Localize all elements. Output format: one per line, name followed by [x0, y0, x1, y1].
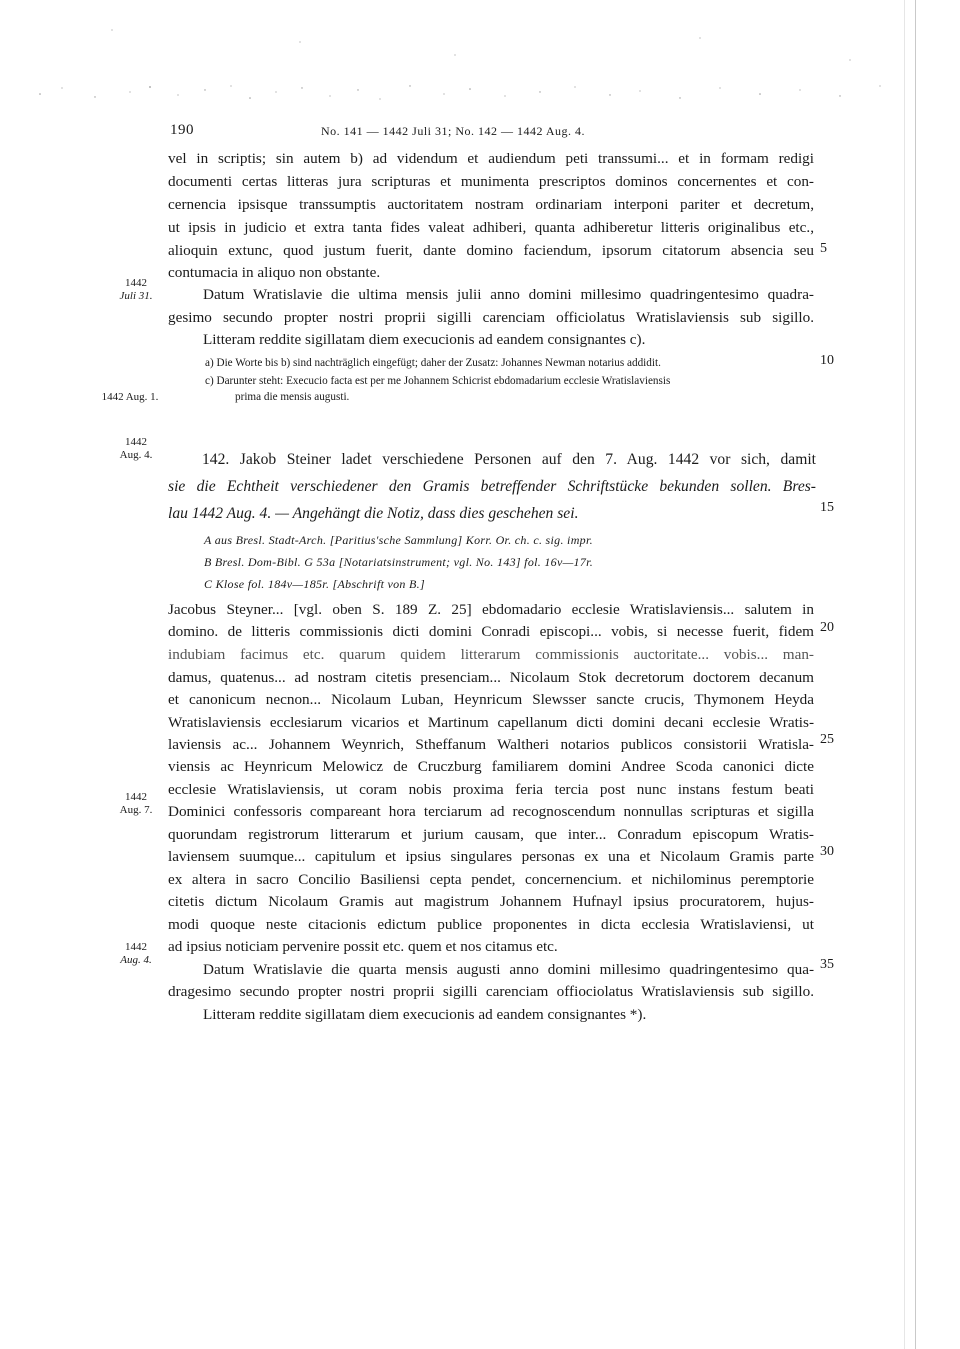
line-number: 35 [820, 957, 834, 972]
text-line: contumacia in aliquo non obstante. [168, 264, 381, 281]
text-line: damus, quatenus... ad nostram citetis presenciam... Nicolaum Stok decretorum doctorem decanum [168, 669, 814, 686]
text-line: quorundam registrorum litterarum et jurium causam, que inter... Conradum episcopum Wratis- [168, 826, 814, 843]
source-note: A aus Bresl. Stadt-Arch. [Paritius'sche Sammlung] Korr. Or. ch. c. sig. impr. [204, 533, 593, 547]
text-line: ex altera in sacro Concilio Basiliensi cepta pendet, concernencium. et nichilominus peremptorie [168, 871, 814, 888]
margin-date-year: 1442 [125, 436, 147, 448]
scan-noise [0, 0, 960, 120]
margin-date [112, 791, 160, 817]
text-line: vel in scriptis; sin autem b) ad videndum et audiendum peti transsumi... et in formam redigi [168, 150, 814, 167]
line-number: 20 [820, 620, 834, 635]
line-number: 10 [820, 353, 834, 368]
document-title: lau 1442 Aug. 4. — Angehängt die Notiz, dass dies geschehen sei. [168, 505, 579, 522]
text-line: indubiam facimus etc. quarum quidem litterarum commissionis auctoritate... vobis... man- [168, 646, 814, 663]
text-line: laviensem suumque... capitulum et ipsius singulares personas ex una et Nicolaum Gramis parte [168, 848, 814, 865]
margin-date-day: Aug. 4. [119, 449, 153, 461]
source-note: B Bresl. Dom-Bibl. G 53a [Notariatsinstrument; vgl. No. 143] fol. 16v—17r. [204, 555, 594, 569]
page-number: 190 [170, 122, 194, 138]
text-line: Dominici confessoris compareant hora terciarum ad recognoscendum nonnullas scripturas et sigilla [168, 803, 814, 820]
margin-date [112, 277, 160, 303]
text-line: ad ipsius noticiam pervenire possit etc. quem et nos citamus etc. [168, 938, 558, 955]
text-line: Datum Wratislavie die quarta mensis augusti anno domini millesimo quadringentesimo qua- [203, 961, 814, 978]
text-line: Jacobus Steyner... [vgl. oben S. 189 Z. 25] ebdomadario ecclesie Wratislaviensis... salutem in [168, 601, 814, 618]
text-line: documenti certas litteras jura scripturas et munimenta prescriptos dominos concernentes et con- [168, 173, 814, 190]
text-line: Litteram reddite sigillatam diem execucionis ad eandem consignantes c). [203, 331, 646, 348]
text-line: Wratislaviensis ecclesiarum vicarios et Martinum capellanum dicti domini decani ecclesie Wratis- [168, 714, 814, 731]
footnote: a) Die Worte bis b) sind nachträglich eingefügt; daher der Zusatz: Johannes Newman notarius addidit. [205, 357, 661, 369]
document-title: 142. Jakob Steiner ladet verschiedene Personen auf den 7. Aug. 1442 vor sich, damit [202, 451, 816, 468]
text-line: ut ipsis in judicio et extra tanta fides valeat adhiberi, quanta adhiberetur litteris originalibus etc., [168, 219, 814, 236]
text-line: dragesimo secundo propter nostri proprii sigilli carenciam offiociolatus Wratislaviensis sub sigillo. [168, 983, 814, 1000]
running-head: No. 141 — 1442 Juli 31; No. 142 — 1442 Aug. 4. [321, 124, 586, 138]
scan-edge-line [904, 0, 905, 1349]
margin-date-day: Aug. 7. [119, 804, 153, 816]
text-line: viensis ac Heynricum Melowicz de Cruczburg familiarem domini Andree Scoda canonici dicte [168, 758, 814, 775]
text-line: Litteram reddite sigillatam diem execucionis ad eandem consignantes *). [203, 1006, 647, 1023]
margin-date-year: 1442 [125, 277, 147, 289]
document-title: sie die Echtheit verschiedener den Gramis betreffender Schriftstücke bekunden sollen. Bres- [168, 478, 816, 495]
text-line: alioquin extunc, quod justum fuerit, dante domino faciendum, ipsorum citatorum absencia seu [168, 242, 814, 259]
margin-date-day: Juli 31. [119, 290, 153, 302]
margin-date [112, 436, 160, 462]
text-line: modi quoque neste citacionis edictum publice proponentes in dicta ecclesia Wratislaviensi, ut [168, 916, 814, 933]
margin-date: 1442 Aug. 1. [101, 391, 159, 403]
margin-date-year: 1442 [125, 791, 147, 803]
text-line: et canonicum necnon... Nicolaum Luban, Heynricum Slewsser sancte crucis, Thymonem Heyda [168, 691, 814, 708]
margin-date [112, 941, 160, 967]
text-line: laviensis ac... Johannem Weynrich, Stheffanum Waltheri notarios publicos consistorii Wratisla- [168, 736, 814, 753]
footnote: prima die mensis augusti. [235, 391, 350, 403]
line-number: 15 [820, 500, 834, 515]
source-note: C Klose fol. 184v—185r. [Abschrift von B.] [204, 577, 425, 591]
margin-date-day: Aug. 4. [120, 954, 152, 966]
footnote: c) Darunter steht: Execucio facta est per me Johannem Schicrist ebdomadarium ecclesie Wratislaviensis [205, 375, 671, 387]
scan-edge-line [915, 0, 916, 1349]
line-number: 30 [820, 844, 834, 859]
text-line: gesimo secundo propter nostri proprii sigilli carenciam officiolatus Wratislaviensis sub sigillo. [168, 309, 814, 326]
text-line: domino. de litteris commissionis dicti domini Conradi episcopi... vobis, si necesse fuerit, fidem [168, 623, 814, 640]
line-number: 5 [820, 241, 827, 256]
text-line: ecclesie Wratislaviensis, ut coram nobis proxima feria tercia post nunc instans festum beati [168, 781, 814, 798]
text-line: cernencia ipsisque transsumptis auctoritatem nostram ordinariam interponi pariter et decretum, [168, 196, 814, 213]
text-line: citetis dictum Nicolaum Gramis aut magistrum Johannem Hufnayl ipsius procuratorem, hujus- [168, 893, 814, 910]
margin-date-year: 1442 [125, 941, 147, 953]
line-number: 25 [820, 732, 834, 747]
text-line: Datum Wratislavie die ultima mensis julii anno domini millesimo quadringentesimo quadra- [203, 286, 814, 303]
